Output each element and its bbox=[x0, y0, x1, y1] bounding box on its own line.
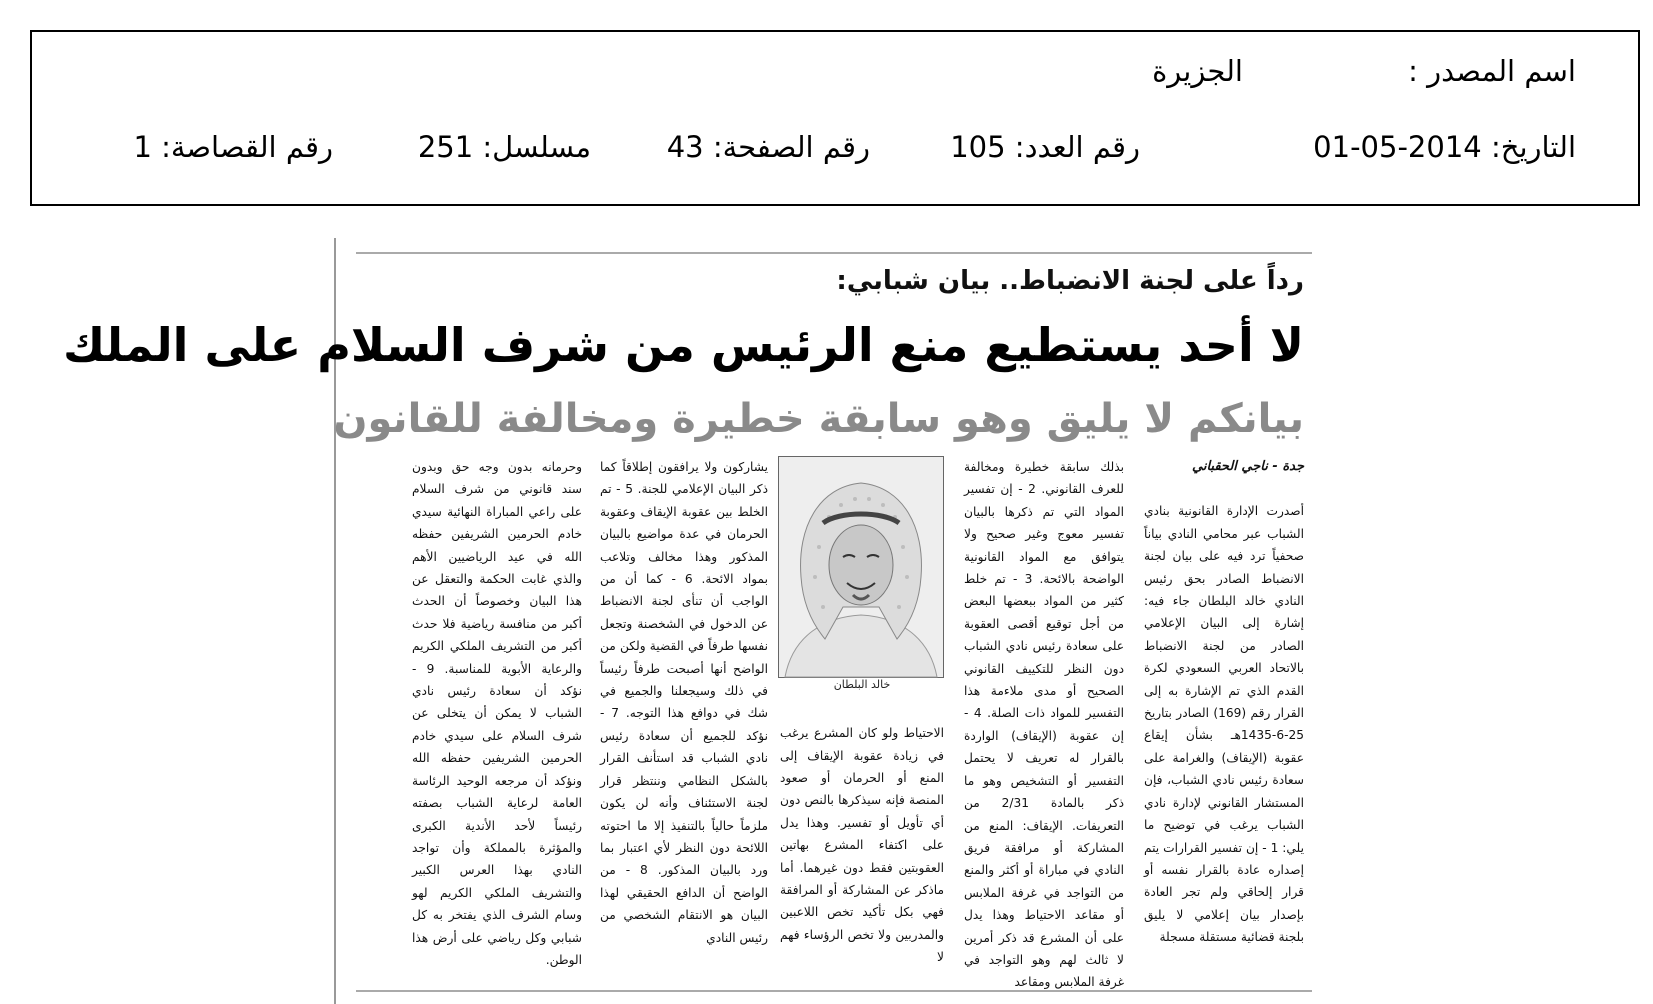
article-column-4 bbox=[600, 456, 768, 986]
article-column-3 bbox=[780, 710, 944, 986]
clip-top-rule bbox=[356, 252, 1312, 254]
article-kicker: رداً على لجنة الانضباط.. بيان شبابي: bbox=[836, 266, 1304, 296]
article-column-5 bbox=[412, 456, 582, 986]
column-1-text: أصدرت الإدارة القانونية بنادي الشباب عبر محامي النادي بياناً صحفياً ترد فيه على بيان لجنة الانضباط الصادر بحق رئيس النادي خالد البلطان جاء فيه: إشارة إلى البيان الإعلامي الصادر من لجنة الانضباط بالاتحاد العربي السعودي لكرة القدم الذي تم الإشارة به إلى القرار رقم (169) الصادر بتاريخ 25-6-1435هـ بشأن إيقاع عقوبة (الإيقاف) والغرامة على سعادة رئيس نادي الشباب، فإن المستشار القانوني لإدارة نادي الشباب يرغب في توضيح ما يلي: 1 - إن تفسير القرارات يتم إصداره عادة بالقرار نفسه أو قرار إلحاقي ولم تجر العادة بإصدار بيان إعلامي لا يليق بلجنة قضائية مستقلة مسجلة bbox=[1144, 504, 1305, 945]
article-byline: جدة - ناجي الحقباني bbox=[1192, 459, 1304, 474]
clip-bottom-rule bbox=[356, 990, 1312, 992]
date-field: التاريخ: 2014-05-01 bbox=[1313, 130, 1576, 164]
source-value: الجزيرة bbox=[1152, 54, 1243, 88]
article-column-2 bbox=[964, 456, 1125, 990]
serial-number: مسلسل: 251 bbox=[417, 130, 591, 164]
article-headline: لا أحد يستطيع منع الرئيس من شرف السلام على الملك bbox=[62, 318, 1304, 372]
column-3-text: الاحتياط ولو كان المشرع يرغب في زيادة عقوبة الإيقاف إلى المنع أو الحرمان أو صعود المنصة فإنه سيذكرها بالنص دون أي تأويل أو تفسير. وهذا يدل على اكتفاء المشرع بهاتين العقوبتين فقط دون غيرهما. أما ماذكر عن المشاركة أو المرافقة فهي بكل تأكيد تخص اللاعبين والمدربين ولا تخص الرؤساء فهم لا bbox=[780, 726, 944, 965]
newspaper-clipping bbox=[62, 238, 1334, 1004]
column-5-text: وحرمانه بدون وجه حق وبدون سند قانوني من شرف السلام على راعي المباراة النهائية سيدي خادم الحرمين الشريفين حفظه الله في عيد الرياضيين الأهم والذي غابت الحكمة والتعقل عن هذا البيان وخصوصاً أن الحدث أكبر من منافسة رياضية فلا حدث أكبر من التشريف الملكي الكريم والرعاية الأبوية للمناسبة. 9 - نؤكد أن سعادة رئيس نادي الشباب لا يمكن أن يتخلى عن شرف السلام على سيدي خادم الحرمين الشريفين حفظه الله ونؤكد أن مرجعه الوحيد الرئاسة العامة لرعاية الشباب بصفته رئيساً لأحد الأندية الكبرى والمؤثرة بالمملكة وأن تواجد النادي بهذا العرس الكبير والتشريف الملكي الكريم لهو وسام الشرف الذي يفتخر به كل شبابي وكل رياضي على أرض هذا الوطن. bbox=[412, 460, 582, 967]
page-number: رقم الصفحة: 43 bbox=[666, 130, 870, 164]
clip-number: رقم القصاصة: 1 bbox=[133, 130, 333, 164]
article-subheadline: بيانكم لا يليق وهو سابقة خطيرة ومخالفة للقانون bbox=[333, 396, 1304, 442]
column-2-text: بذلك سابقة خطيرة ومخالفة للعرف القانوني. 2 - إن تفسير المواد التي تم ذكرها بالبيان تفسير معوج وغير صحيح ولا يتوافق مع المواد القانونية الواضحة بالائحة. 3 - تم خلط كثير من المواد ببعضها البعض من أجل توقيع أقصى العقوبة على سعادة رئيس نادي الشباب دون النظر للتكييف القانوني الصحيح أو مدى ملاءمة هذا التفسير للمواد ذات الصلة. 4 - إن عقوبة (الإيقاف) الواردة بالقرار له تعريف لا يحتمل التفسير أو التشخيص وهو ما ذكر بالمادة 2/31 من التعريفات. الإيقاف: المنع من المشاركة أو مرافقة فريق النادي في مباراة أو أكثر والمنع من التواجد في غرفة الملابس أو مقاعد الاحتياط وهذا يدل على أن المشرع قد ذكر أمرين لا ثالث لهم وهو التواجد في غرفة الملابس ومقاعد bbox=[964, 460, 1125, 990]
column-4-text: يشاركون ولا يرافقون إطلاقاً كما ذكر البيان الإعلامي للجنة. 5 - تم الخلط بين عقوبة الإيقاف وعقوبة الحرمان في عدة مواضيع بالبيان المذكور وهذا مخالف وتلاعب بمواد الائحة. 6 - كما أن من الواجب أن تنأى لجنة الانضباط عن الدخول في الشخصنة وتجعل نفسها طرفاً في القضية ولكن من الواضح أنها أصبحت طرفاً رئيساً في ذلك وسيجعلنا والجميع في شك في دوافع هذا التوجه. 7 - نؤكد للجميع أن سعادة رئيس نادي الشباب قد استأنف القرار بالشكل النظامي وننتظر قرار لجنة الاستئناف وأنه لن يكون ملزماً حالياً بالتنفيذ إلا ما احتوته اللائحة دون النظر لأي اعتبار بما ورد بالبيان المذكور. 8 - من الواضح أن الدافع الحقيقي لهذا البيان هو الانتقام الشخصي من رئيس النادي bbox=[600, 460, 769, 945]
portrait-photo bbox=[778, 456, 944, 678]
source-info-box bbox=[30, 30, 1640, 206]
article-column-1 bbox=[1144, 456, 1304, 986]
issue-number: رقم العدد: 105 bbox=[950, 130, 1140, 164]
source-label: اسم المصدر : bbox=[1408, 54, 1576, 88]
portrait-image-icon bbox=[779, 457, 943, 677]
photo-caption: خالد البلطان bbox=[833, 678, 891, 691]
